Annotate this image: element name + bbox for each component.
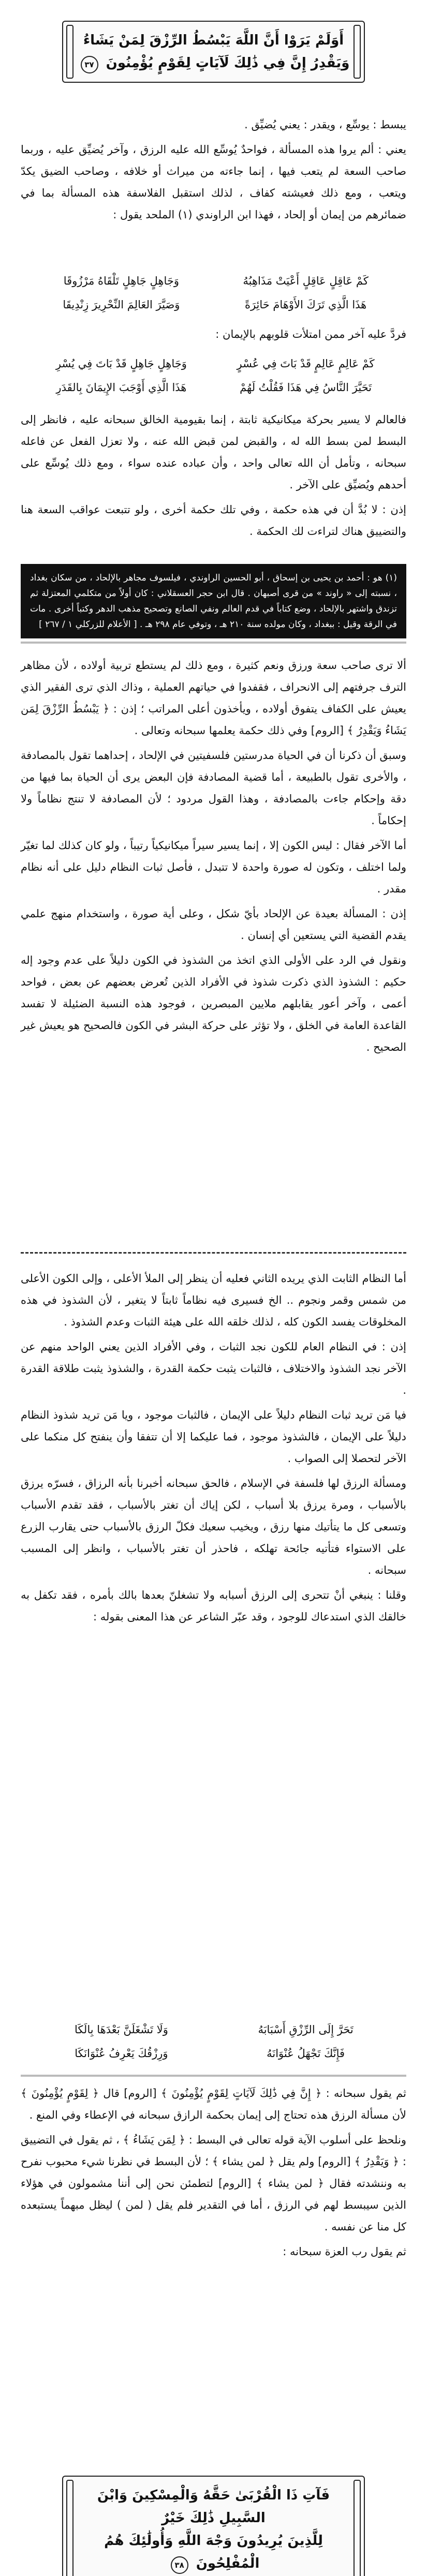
hemistich: هَذَا الَّذِي تَرَكَ الأَوْهَامَ حَائِرَةً bbox=[244, 299, 367, 311]
paragraph: أما النظام الثابت الذي يريده الثاني فعليه أن ينظر إلى الملأ الأعلى ، وإلى الكون الأعلى من شمس وقمر ونجوم .. الخ فسيرى فيه نظاماً ثابتاً لا يتغير ، لأن الشذوذ في هذه المخلوقات يفسد الكون كله ، لذلك خلقه الله على هيئة الثبات وعدم الشذوذ . bbox=[21, 1272, 406, 1328]
hemistich: وَلَا تَشْغَلَنَّ بَعْدَهَا بِالَكَا bbox=[74, 2023, 168, 2036]
poem-verse bbox=[36, 2018, 391, 2042]
hemistich: تَحَرَّ إِلَى الرِّزْقِ أَسْبَابَهُ bbox=[258, 2023, 354, 2036]
poem bbox=[36, 2018, 391, 2065]
paragraph: ونقول في الرد على الأولى الذي اتخذ من الشذوذ في الكون دليلاً على عدم وجود إله حكيم : الشذوذ الذي ذكرت شذوذ في الأفراد الذين تُعرض بعضهم عن بعض ، فواحد أعمى ، وآخر أعور يقابلهم ملايين المبصرين ، فوجود هذه النسبة الضئيلة لا تفسد القاعدة العامة في الخلق ، ولا تؤثر على حركة البشر في الكون فالصحيح هو يعيش غير الصحيح . bbox=[21, 954, 406, 1053]
divider bbox=[21, 1252, 406, 1254]
hemistich: كَمْ عَاقِلٍ عَاقِلٍ أَعْيَتْ مَذَاهِبُهُ bbox=[243, 275, 369, 287]
paragraph: إذن : لا بُدَّ أن في هذه حكمة ، وفي تلك حكمة أخرى ، ولو تتبعت عواقب السعة هنا والتضييق هناك لتراءت لك الحكمة . bbox=[21, 503, 406, 538]
divider bbox=[21, 2075, 406, 2077]
paragraph: ثم يقول رب العزة سبحانه : bbox=[283, 2245, 406, 2258]
hemistich: وَجَاهِلٍ جَاهِلٍ قَدْ بَاتَ فِي يُسْرِ bbox=[55, 358, 187, 370]
hemistich: تَحَيَّرَ النَّاسُ فِي هَذَا فَقُلْتُ لَهُمْ bbox=[240, 381, 372, 394]
verse-number: ٣٨ bbox=[171, 2556, 188, 2574]
verse-text: لِلَّذِينَ يُرِيدُونَ وَجْهَ اللَّهِ وَأُولَٰئِكَ هُمُ الْمُفْلِحُونَ bbox=[104, 2533, 323, 2571]
hemistich: وَرِزْقُكَ يَعْرِفُ عُنْوَانَكَا bbox=[75, 2047, 168, 2060]
paragraph: ومسألة الرزق لها فلسفة في الإسلام ، فالحق سبحانه أخبرنا بأنه الرزاق ، فسرّه يرزق بالأسباب ، ومرة يرزق بلا أسباب ، لكن إياك أن تغتر بالأسباب ، فقد تقدم الأسباب وتسعى كل ما يتأتيك منها رزق ، ويخيب سعيك فكلّ الرزق بالأسباب حتى يقارب الزرع على الاستواء فتأتيه جائحة تهلكه ، فاحذر أن تغتر بالأسباب ، وانظر إلى المسبب سبحانه . bbox=[21, 1477, 406, 1576]
paragraph: أما الآخر فقال : ليس الكون إلا ، إنما يسير سيراً ميكانيكياً رتيباً ، ولو كان كذلك لما تغيّر ولما اختلف ، وتكون له صورة واحدة لا تتبدل ، فأصل ثبات النظام دليل على أنه نظام مقدر . bbox=[21, 839, 406, 895]
paragraph: ألا ترى صاحب سعة ورزق ونعم كثيرة ، ومع ذلك لم يستطع تربية أولاده ، لأن مظاهر الترف جرفتهم إلى الانحراف ، فقفدوا في حياتهم العملية ، وذاك الذي ترى الفقير الذي يعيش على الكفاف يتفوق أولاده ، ويأخذون أعلى المراتب ؛ إذن : ﴿ يَبْسُطُ الرِّزْقَ لِمَن يَشَاءُ وَيَقْدِرُ ﴾ [الروم] وفي ذلك حكمة يعلمها سبحانه وتعالى . bbox=[21, 659, 406, 737]
verse-banner-bottom bbox=[62, 2476, 365, 2576]
paragraph: يبسط : يوسِّع ، ويقدر : يعني يُضيِّق . bbox=[244, 118, 406, 131]
poem-verse bbox=[36, 352, 391, 376]
poem-verse bbox=[36, 293, 391, 317]
poem-verse bbox=[36, 269, 391, 293]
poem bbox=[36, 352, 391, 399]
text-section bbox=[21, 323, 406, 348]
hemistich: كَمْ عَالِمٍ عَالِمٍ قَدْ بَاتَ فِي عُسْرٍ bbox=[237, 358, 375, 370]
paragraph: يعني : ألم يروا هذه المسألة ، فواحدٌ يُوسِّع الله عليه الرزق ، وآخر يُضيِّق عليه ، وربما صاحب السعة لم يتعب فيها ، إنما جاءته من ميراث أو خلافه ، وصاحب الضيق يكدّ ويتعب ، ومع ذلك فعيشته كفاف ، لذلك استقبل الفلاسفة هذه المسألة بما في ضمائرهم من إيمان أو إلحاد ، فهذا ابن الراوندي (١) الملحد يقول : bbox=[21, 143, 406, 221]
text-section bbox=[21, 2082, 406, 2266]
verse-number: ٣٧ bbox=[81, 56, 98, 73]
footnote bbox=[21, 564, 406, 638]
verse-line bbox=[75, 2529, 352, 2575]
verse-banner-top bbox=[62, 21, 365, 83]
hemistich: فَإِنَّكَ تَجْهَلُ عُنْوَانَهُ bbox=[267, 2047, 345, 2060]
paragraph: فيا مَن تريد ثبات النظام دليلاً على الإيمان ، فالثبات موجود ، ويا مَن تريد شذوذ النظام دليلاً على الإيمان ، فالشذوذ موجود ، فما عليكما إلا أن تتفقا وأن ينفتح كل منكما على الآخر لتحصلا إلى الصواب . bbox=[21, 1409, 406, 1465]
verse-line bbox=[75, 52, 352, 75]
paragraph: وقلنا : ينبغي أنْ تتحرى إلى الرزق أسبابه ولا تشغلنّ بعدها بالك بأمره ، فقد تكفل به خالقك الذي استدعاك للوجود ، وقد عبّر الشاعر عن هذا المعنى بقوله : bbox=[21, 1589, 406, 1623]
hemistich: وَصَيَّرَ العَالِمَ النِّحْرِيرَ زِنْدِيقَا bbox=[63, 299, 180, 311]
verse-line: فَآتِ ذَا الْقُرْبَىٰ حَقَّهُ وَالْمِسْكِينَ وَابْنَ السَّبِيلِ ذَٰلِكَ خَيْرٌ bbox=[97, 2488, 330, 2526]
divider bbox=[21, 642, 406, 644]
verse-line: أَوَلَمْ يَرَوْا أَنَّ اللَّهَ يَبْسُطُ الرِّزْقَ لِمَنْ يَشَاءُ bbox=[83, 33, 344, 48]
paragraph: ثم يقول سبحانه : ﴿ إِنَّ فِي ذَٰلِكَ لَآيَاتٍ لِقَوْمٍ يُؤْمِنُونَ ﴾ [الروم] قال ﴿ لِقَوْمٍ يُؤْمِنُونَ ﴾ لأن مسألة الرزق هذه تحتاج إلى إيمان بحكمة الرازق سبحانه في الإعطاء وفي المنع . bbox=[21, 2087, 407, 2121]
paragraph: وسبق أن ذكرنا أن في الحياة مدرستين فلسفيتين في الإلحاد ، إحداهما تقول بالمصادفة ، والأخرى تقول بالطبيعة ، أما قضية المصادفة فإن البعض يرى أن الحياة بما فيها من دقة وإحكام جاءت بالمصادفة ، وهذا القول مردود ؛ لأن المصادفة لا تنتج نظاماً ولا إحكاماً . bbox=[21, 749, 406, 827]
poem bbox=[36, 269, 391, 317]
hemistich: وَجَاهِلٍ جَاهِلٍ تَلْقَاهُ مَرْزُوقَا bbox=[63, 275, 180, 287]
hemistich: هَذَا الَّذِي أَوْجَبَ الإِيمَانَ بِالقَدَرِ bbox=[56, 381, 187, 394]
text-section bbox=[21, 114, 406, 229]
poem-verse bbox=[36, 2042, 391, 2065]
text-section bbox=[21, 654, 406, 1061]
paragraph: فردَّ عليه آخر ممن امتلأت قلوبهم بالإيمان : bbox=[215, 328, 406, 340]
paragraph: فالعالم لا يسير بحركة ميكانيكية ثابتة ، إنما بقيومية الخالق سبحانه عليه ، فانظر إلى البسط لمن بسط الله له ، والقبض لمن قبض الله عنه ، ولا تعزل الفعل عن فاعله سبحانه ، وتأمل أن الله تعالى واحد ، وأن عباده عنده سواء ، ومع ذلك يُوسِّع على أحدهم ويُضيِّق على الآخر . bbox=[21, 413, 406, 491]
poem-verse bbox=[36, 376, 391, 399]
paragraph: إذن : في النظام العام للكون نجد الثبات ، وفي الأفراد الذين يعني الواحد منهم عن الآخر نجد الشذوذ والاختلاف ، فالثبات يثبت حكمة القدرة ، والشذوذ يثبت طلاقة القدرة . bbox=[21, 1341, 406, 1396]
paragraph: إذن : المسألة بعيدة عن الإلحاد بأيّ شكل ، وعلى أية صورة ، واستخدام منهج علمي يقدم القضية التي يستعين أي إنسان . bbox=[21, 907, 406, 942]
paragraph: ونلحظ على أسلوب الآية قوله تعالى في البسط : ﴿ لِمَن يَشَاءُ ﴾ ، ثم يقول في التضييق : ﴿ وَيَقْدِرُ ﴾ [الروم] ولم يقل ﴿ لمن يشاء ﴾ ؛ لأن البسط في نظرنا شيء محبوب نفرح به وننشدته فقال ﴿ لمن يشاء ﴾ [الروم] لتطمئن نحن إلى أننا مشمولون في هؤلاء الذين سيبسط لهم في الرزق ، أما في التقدير فلم يقل ( لمن ) ليظل مبهماً يستبعده كل منا عن نفسه . bbox=[21, 2134, 406, 2233]
verse-text: وَيَقْدِرُ إِنَّ فِي ذَٰلِكَ لَآيَاتٍ لِقَوْمٍ يُؤْمِنُونَ bbox=[106, 55, 350, 71]
text-section bbox=[21, 1268, 406, 1631]
text-section bbox=[21, 409, 406, 545]
footnote-text: (١) هو : أحمد بن يحيى بن إسحاق ، أبو الحسين الراوندي ، فيلسوف مجاهر بالإلحاد ، من سكان بغداد ، نسبته إلى « راوند » من قرى أصبهان . قال ابن حجر العسقلاني : كان أولاً من متكلمي المعتزلة ثم تزندق واشتهر بالإلحاد ، وضع كتاباً في قدم العالم ونفي الصانع وتصحيح مذهب الدهر وكتباً أخرى . مات في الرقة وقيل : ببغداد ، وكان مولده سنة ٢١٠ هـ ، وتوفي عام ٢٩٨ هـ . [ الأعلام للزركلي ١ / ٢٦٧ ] bbox=[30, 573, 397, 630]
